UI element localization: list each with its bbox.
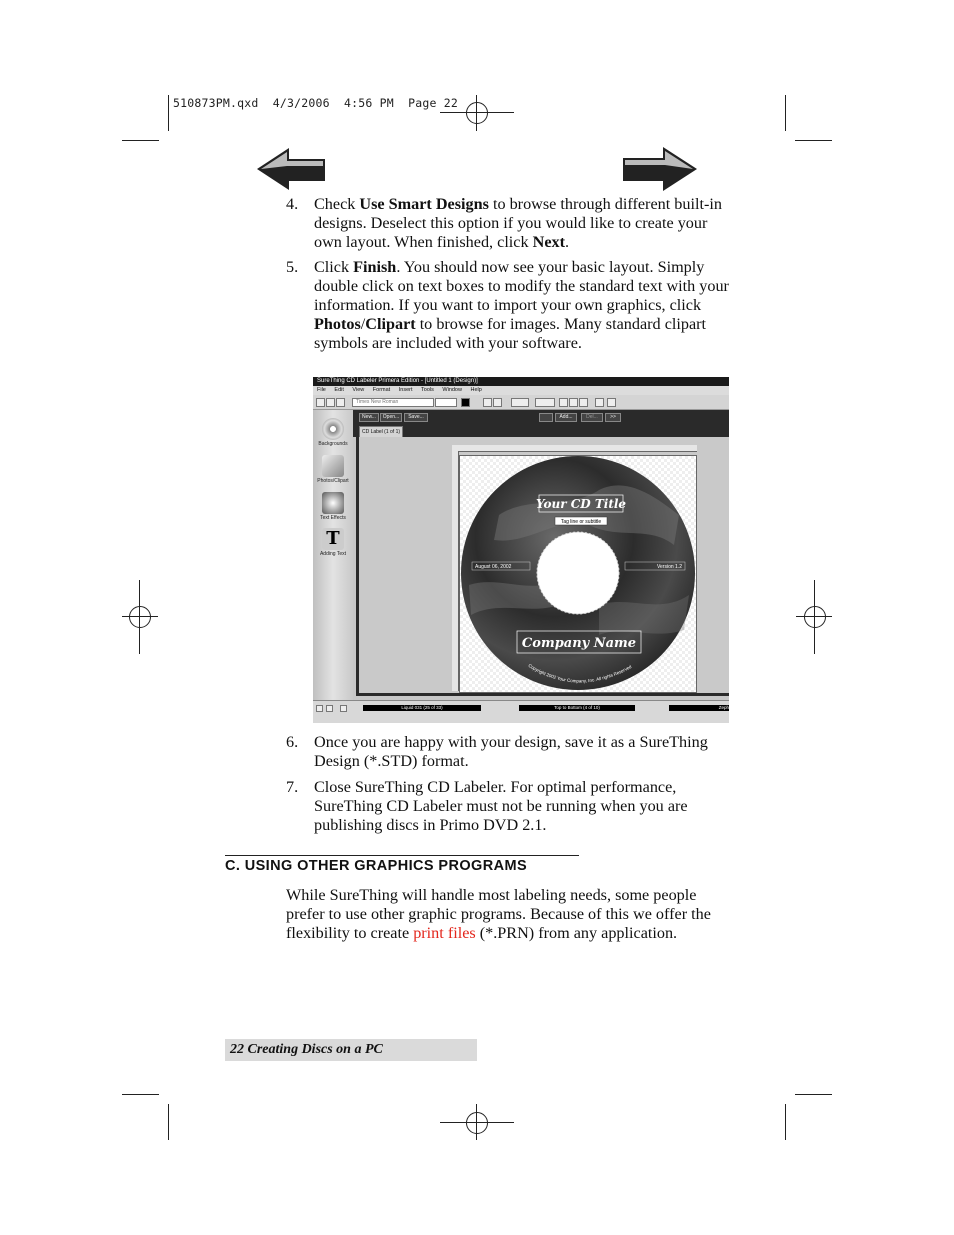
step-6 [286,733,731,773]
color-swatch-icon[interactable] [461,398,470,407]
delete-button[interactable]: Del... [581,413,603,422]
section-rule [225,855,579,856]
step-5 [286,258,731,374]
align-icon[interactable] [511,398,529,407]
effect-selector[interactable]: Top to Bottom (4 of 10) [519,705,635,711]
crop-mark [795,140,832,141]
tool-backgrounds[interactable]: Backgrounds [317,418,349,447]
crop-mark [785,95,786,131]
font-effect-selector[interactable]: Zeph [669,705,729,711]
toolbar [313,395,729,410]
step-7 [286,778,731,838]
crop-mark [785,1104,786,1140]
step-number: 5. [286,258,299,276]
crop-mark [795,1094,832,1095]
arrow-tool-icon[interactable] [316,398,325,407]
top-ruler [452,445,697,452]
disc-title[interactable]: Your CD Title [535,497,627,511]
step-number: 6. [286,733,299,751]
cd-icon [322,418,344,440]
section-paragraph: While SureThing will handle most labeling needs, some people prefer to use other graphic programs. Because of this we offer the flexibility to create print files (*.PRN) from any application. [286,886,711,942]
text-effects-icon [322,492,344,514]
rotate-tool-icon[interactable] [326,398,335,407]
canvas-area [356,437,729,696]
zoom-fit-icon[interactable] [579,398,588,407]
tool-photos-clipart[interactable]: Photos/Clipart [317,455,349,484]
window-title: SureThing CD Labeler Primera Edition - [Untitled 1 (Design)] [313,377,729,386]
step-text: Close SureThing CD Labeler. For optimal performance, SureThing CD Labeler must not be running when you are publishing discs in Primo DVD 2.1. [314,778,688,834]
scroll-left-button[interactable] [539,413,553,422]
disc-date[interactable]: August 06, 2002 [475,564,512,570]
save-button[interactable]: Save... [404,413,428,422]
zoom-out-icon[interactable] [569,398,578,407]
step-text: Check Use Smart Designs to browse through different built-in designs. Deselect this option if you would like to create your own layout. When finished, click Next. [314,195,722,251]
page-footer: 22 Creating Discs on a PC [225,1039,477,1061]
previous-page-arrow-icon[interactable] [255,147,327,191]
menu-window[interactable]: Window [442,387,462,393]
slug-line: 510873PM.qxd 4/3/2006 4:56 PM Page 22 [173,96,458,110]
italic-icon[interactable] [493,398,502,407]
photos-icon [322,455,344,477]
grid-icon[interactable] [595,398,604,407]
menu-help[interactable]: Help [470,387,482,393]
more-button[interactable]: >> [605,413,621,422]
cd-disc[interactable] [459,455,695,691]
print-files-link[interactable]: print files [413,924,476,942]
menu-bar [313,386,729,395]
tool-text-effects[interactable]: Text Effects [317,492,349,521]
crop-mark [168,95,169,131]
text-tool-icon[interactable] [336,398,345,407]
new-button[interactable]: New... [359,413,379,422]
step-4 [286,195,731,255]
menu-file[interactable]: File [317,387,326,393]
status-bar [313,700,729,723]
background-selector[interactable]: Liquid 031 (25 of 33) [363,705,481,711]
section-title: C. USING OTHER GRAPHICS PROGRAMS [225,858,528,874]
left-ruler [452,451,459,691]
surething-screenshot [313,377,729,723]
crop-mark [168,1104,169,1140]
status-icon [340,705,347,712]
disc-subtitle[interactable]: Tag line or subtitle [560,519,602,525]
menu-format[interactable]: Format [372,387,391,393]
disc-company[interactable]: Company Name [521,636,637,651]
status-icon [316,705,323,712]
disc-copyright[interactable]: Copyright 2002 Your Company, Inc. All rights Reserved [527,662,633,684]
font-size-select[interactable] [435,398,457,407]
step-text: Click Finish. You should now see your basic layout. Simply double click on text boxes to modify the standard text with your information. If you want to import your own graphics, click Photos/Clipart to browse for images. Many standard clipart symbols are included with your software. [314,258,729,352]
tab-cd-label[interactable]: CD Label (1 of 1) [359,426,403,437]
status-icon [326,705,333,712]
bold-icon[interactable] [483,398,492,407]
menu-insert[interactable]: Insert [398,387,413,393]
zoom-in-icon[interactable] [559,398,568,407]
text-t-icon: T [322,528,344,550]
menu-view[interactable]: View [352,387,365,393]
add-button[interactable]: Add... [555,413,577,422]
menu-edit[interactable]: Edit [334,387,344,393]
menu-tools[interactable]: Tools [421,387,434,393]
crop-mark [122,140,159,141]
crop-mark [122,1094,159,1095]
design-toolbar [353,410,729,437]
tool-adding-text[interactable]: T Adding Text [319,528,347,557]
workspace [359,437,729,693]
next-page-arrow-icon[interactable] [621,146,699,192]
step-number: 7. [286,778,299,796]
open-button[interactable]: Open... [380,413,402,422]
preview-icon[interactable] [607,398,616,407]
tool-panel [313,410,353,700]
line-select-icon[interactable] [535,398,555,407]
step-number: 4. [286,195,299,213]
font-select[interactable]: Times New Roman [352,398,434,407]
step-text: Once you are happy with your design, save it as a SureThing Design (*.STD) format. [314,733,708,770]
disc-version[interactable]: Version 1.2 [656,564,682,570]
